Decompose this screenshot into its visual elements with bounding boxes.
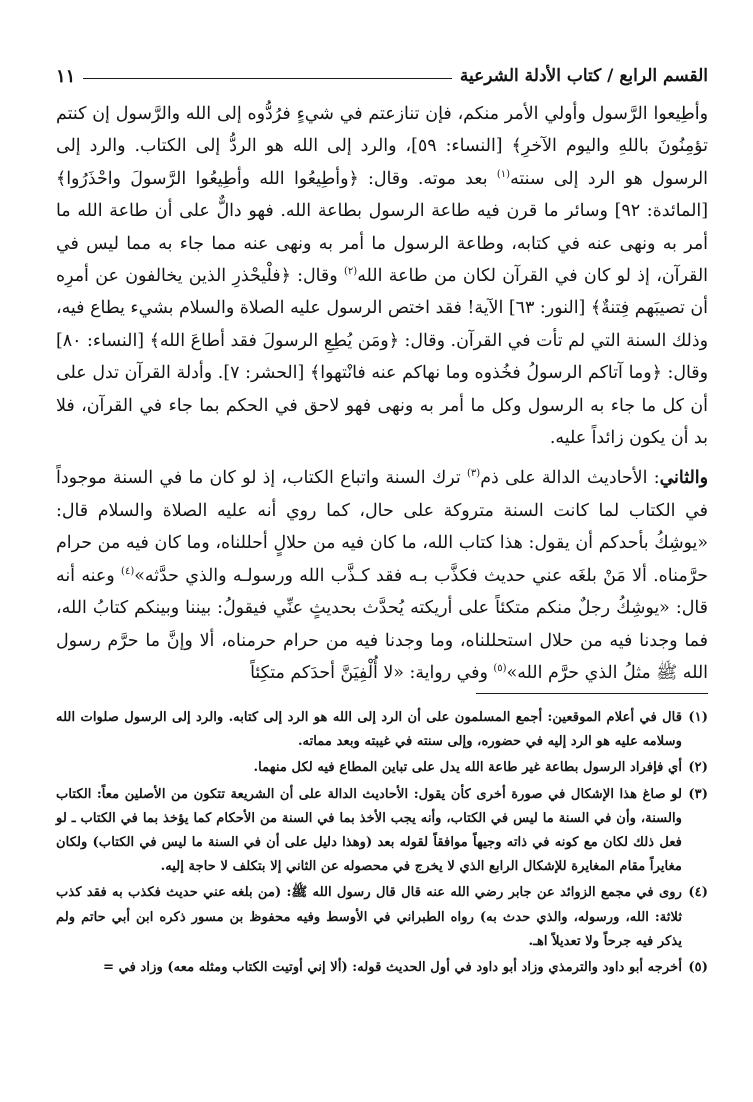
footnote-ref-3: (٣) [467, 468, 481, 480]
footnote-ref-2: (٢) [344, 266, 358, 278]
paragraph-1 [56, 98, 708, 454]
header-rule [83, 78, 452, 79]
footnote-ref-5: (٥) [493, 663, 507, 675]
footnote-text: روى في مجمع الزوائد عن جابر رضي الله عنه قال قال رسول الله ﷺ: (من بلغه عني حديث فكذب به فقد كذب ثلاثة: الله، ورسوله، والذي حدث به) رواه الطبراني في الأوسط وفيه محفوظ بن مسور ذكره ابن أبي حاتم ولم يذكر فيه جرحاً ولا تعديلاً اهـ. [56, 885, 682, 949]
footnote-number: (٣) [688, 786, 708, 802]
footnote-text: أي فإفراد الرسول بطاعة غير طاعة الله يدل على تباين المطاع فيه لكل منهما. [253, 760, 682, 776]
book-page [56, 62, 708, 1062]
footnote-ref-1: (١) [496, 169, 511, 181]
footnote [56, 706, 708, 754]
footnote [56, 881, 708, 954]
footnote-number: (٥) [688, 960, 708, 976]
footnote-separator [476, 693, 708, 694]
footnotes [56, 706, 708, 982]
footnote-ref-4: (٤) [121, 565, 135, 577]
paragraph-2-text: : الأحاديث الدالة على ذم [480, 468, 660, 489]
running-header [56, 62, 708, 90]
paragraph-2 [56, 462, 708, 689]
paragraph-2-text-b: ترك السنة واتباع الكتاب، إذ لو كان ما في السنة موجوداً في الكتاب لما كانت السنة متروكة على حال، كما روي أنه عليه الصلاة والسلام قال: «يوشِكُ بأحدكم أن يقول: هذا كتاب الله، ما كان فيه من حلالٍ أحللناه، وما كان فيه من حرام حرَّمناه. ألا مَنْ بلغَه عني حديث فكذَّب بـه فقد كـذَّب الله ورسولـه والذي حدَّثه» [56, 468, 709, 586]
main-text [56, 98, 708, 689]
footnote-number: (٤) [688, 885, 708, 901]
paragraph-1-text-b: بعد موته. وقال: ﴿وأطِيعُوا الله وأطِيعُوا الرَّسولَ واحْذَرُوا﴾ [المائدة: ٩٢] وسائر ما قرن فيه طاعة الرسول بطاعة الله. فهو دالٌّ على أن طاعة الله ما أمر به ونهى عنه في كتابه، وطاعة الرسول ما أمر به ونهى عنه مما جاء به مما ليس في القرآن، إذ لو كان في القرآن لكان من طاعة الله [56, 168, 708, 287]
paragraph-1-text: وأطِيعوا الرَّسول وأولي الأمر منكم، فإن تنازعتم في شيءٍ فرُدُّوه إلى الله والرَّسول إن كنتم تؤمِنُونَ باللهِ واليوم الآخرِ﴾ [النساء: ٥٩]، والرد إلى الله هو الردُّ إلى الكتاب. والرد إلى الرسول هو الرد إلى سنته [56, 104, 709, 189]
footnote [56, 956, 708, 980]
footnote [56, 783, 708, 880]
footnote-number: (١) [688, 710, 708, 725]
paragraph-2-text-d: وفي رواية: «لا أُلْفِيَنَّ أحدَكم متكِئاً [250, 662, 494, 683]
footnote [56, 756, 708, 780]
footnote-text: قال في أعلام الموقعين: أجمع المسلمون على أن الرد إلى الله هو الرد إلى كتابه. والرد إلى الرسول صلوات الله وسلامه عليه هو الرد إليه في حضوره، وإلى سنته في غيبته وبعد مماته. [56, 710, 682, 750]
paragraph-1-text-c: وقال: ﴿فلْيحْذرِ الذين يخالفون عن أمرِه أن تصيبَهم فِتنةٌ﴾ [النور: ٦٣] الآية! فقد اختص الرسول عليه الصلاة والسلام بشيء يطاع فيه، وذلك السنة التي لم تأت في القرآن. وقال: ﴿ومَن يُطِعِ الرسولَ فقد أطاعَ الله﴾ [النساء: ٨٠] وقال: ﴿وما آتاكم الرسولُ فخُذوه وما نهاكم عنه فانْتهوا﴾ [الحشر: ٧]. وأدلة القرآن تدل على أن كل ما جاء به الرسول وكل ما أمر به ونهى فهو لاحق في الحكم بما جاء في القرآن، فلا بد أن يكون زائداً عليه. [56, 266, 709, 449]
page-number: ١١ [56, 65, 76, 87]
footnote-text: لو صاغ هذا الإشكال في صورة أخرى كأن يقول: الأحاديث الدالة على أن الشريعة تتكون من الأصلين معاً: الكتاب والسنة، وأن في السنة ما ليس في الكتاب، وأنه يجب الأخذ بما في السنة من الأحكام كما يؤخذ بما في الكتاب ـ لو فعل ذلك لكان مع كونه في ذاته وجيهاً موافقاً لقوله بعد (وهذا دليل على أن في السنة ما ليس في الكتاب) ولكان مغايراً مقام المغايرة للإشكال الرابع الذي لا يخرج في محصوله عن الثاني إلا بتكلف لا حاجة إليه. [56, 786, 682, 875]
paragraph-2-text-c: وعنه أنه قال: «يوشِكُ رجلٌ منكم متكئاً على أريكته يُحدَّث بحديثٍ عنِّي فيقولُ: بيننا وبينكم كتابُ الله، فما وجدنا فيه من حلال استحللناه، وما وجدنا فيه من حرام حرمناه، ألا وإنَّ ما حرَّم رسول الله ﷺ مثلُ الذي حرَّم الله» [56, 565, 708, 683]
footnote-number: (٢) [688, 760, 708, 776]
footnote-text: أخرجه أبو داود والترمذي وزاد أبو داود في أول الحديث قوله: (ألا إني أوتيت الكتاب ومثله معه) وزاد في = [103, 960, 682, 976]
header-title: القسم الرابع / كتاب الأدلة الشرعية [459, 66, 708, 86]
paragraph-2-lead: والثاني [659, 468, 708, 489]
